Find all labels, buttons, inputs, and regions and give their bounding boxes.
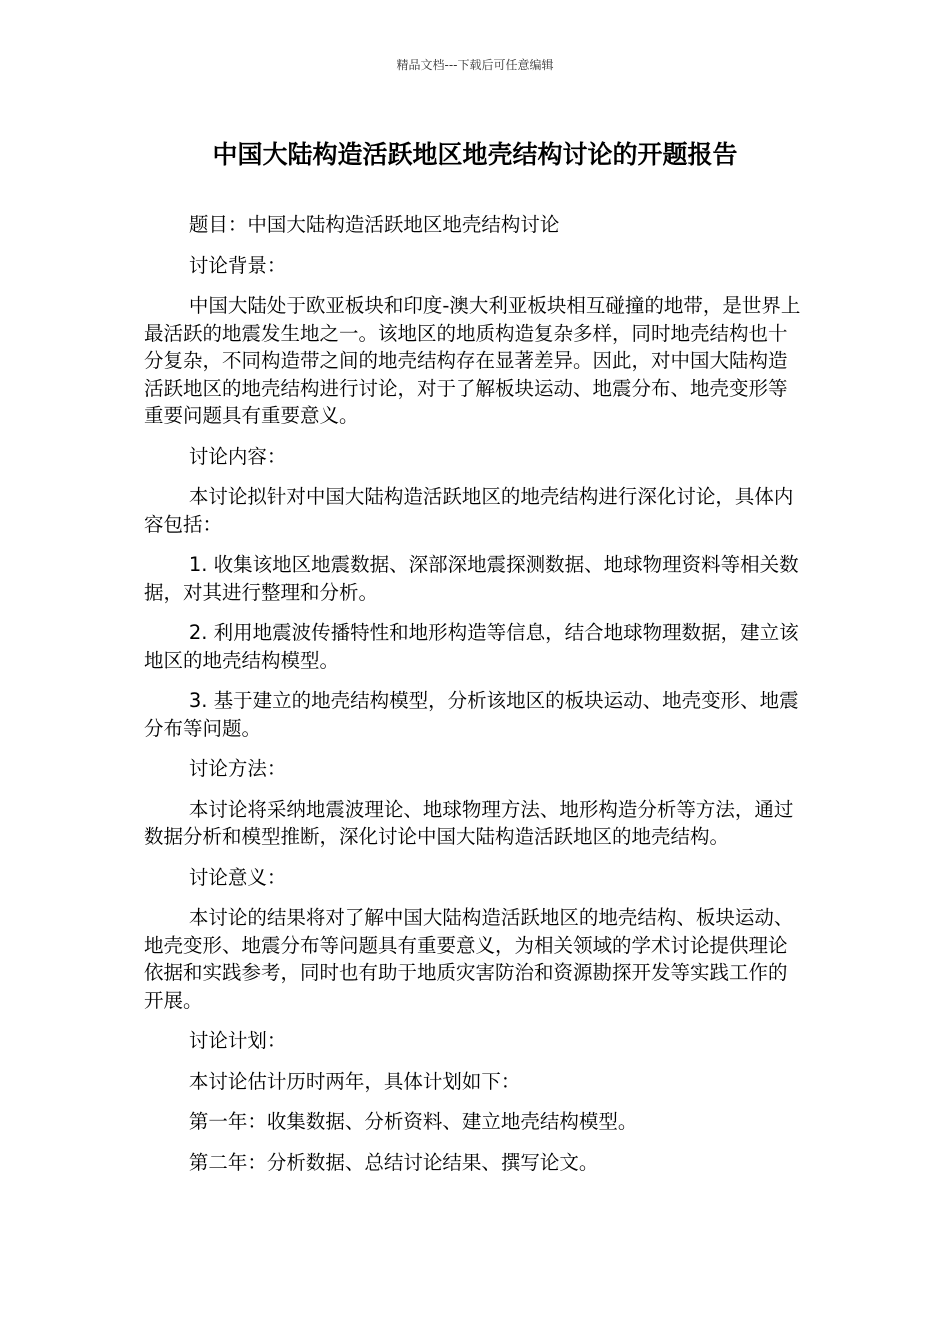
section-heading-plan: 讨论计划： (188, 1029, 287, 1052)
section-heading-method: 讨论方法： (188, 757, 287, 780)
section-heading-content: 讨论内容： (188, 444, 287, 468)
significance-paragraph: 本讨论的结果将对了解中国大陆构造活跃地区的地壳结构、板块运动、地壳变形、地震分布等问题具有重要意义，为相关领域的学术讨论提供理论依据和实践参考，同时也有助于地质灾害防治和资源勘探开发等实践工作的开展。 (144, 906, 794, 1012)
document-body (144, 211, 806, 1189)
content-item-2: 2. 利用地震波传播特性和地形构造等信息，结合地球物理数据，建立该地区的地壳结构模型。 (144, 621, 799, 672)
topic-line: 题目：中国大陆构造活跃地区地壳结构讨论 (188, 213, 560, 236)
content-item-3: 3. 基于建立的地壳结构模型，分析该地区的板块运动、地壳变形、地震分布等问题。 (144, 689, 799, 740)
plan-year-2: 第二年：分析数据、总结讨论结果、撰写论文。 (188, 1150, 599, 1174)
plan-year-1: 第一年：收集数据、分析资料、建立地壳结构模型。 (188, 1110, 638, 1133)
document-title: 中国大陆构造活跃地区地壳结构讨论的开题报告 (212, 140, 738, 169)
background-paragraph: 中国大陆处于欧亚板块和印度-澳大利亚板块相互碰撞的地带，是世界上最活跃的地震发生地之一。该地区的地质构造复杂多样，同时地壳结构也十分复杂，不同构造带之间的地壳结构存在显著差异。因此，对中国大陆构造活跃地区的地壳结构进行讨论，对于了解板块运动、地震分布、地壳变形等重要问题具有重要意义。 (144, 294, 801, 427)
content-intro-paragraph: 本讨论拟针对中国大陆构造活跃地区的地壳结构进行深化讨论，具体内容包括： (144, 485, 794, 536)
section-heading-significance: 讨论意义： (188, 865, 287, 889)
plan-intro-paragraph: 本讨论估计历时两年，具体计划如下： (188, 1069, 521, 1093)
header-note: 精品文档---下载后可任意编辑 (396, 58, 554, 72)
method-paragraph: 本讨论将采纳地震波理论、地球物理方法、地形构造分析等方法，通过数据分析和模型推断，深化讨论中国大陆构造活跃地区的地壳结构。 (144, 797, 794, 848)
section-heading-background: 讨论背景： (188, 253, 287, 277)
content-item-1: 1. 收集该地区地震数据、深部深地震探测数据、地球物理资料等相关数据，对其进行整理和分析。 (144, 553, 799, 604)
